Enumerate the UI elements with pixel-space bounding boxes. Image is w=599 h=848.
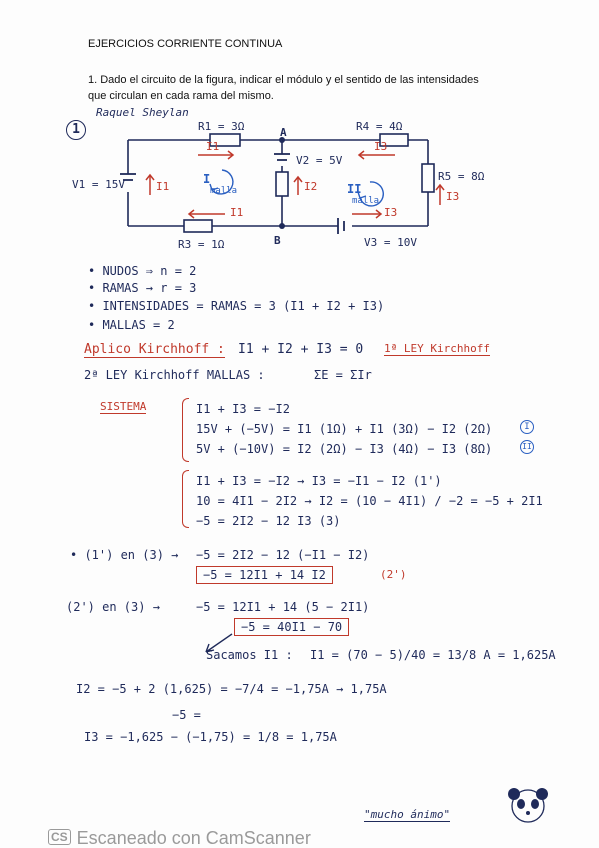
system-label: SISTEMA xyxy=(100,400,147,413)
i3-result-line: I3 = −1,625 − (−1,75) = 1/8 = 1,75A xyxy=(84,730,337,744)
label-mesh-2: II xyxy=(347,182,362,196)
system-eq-4: I1 + I3 = −I2 → I3 = −I1 − I2 (1') xyxy=(196,474,442,488)
label-node-b: B xyxy=(274,234,281,247)
mesh-mark-2: II xyxy=(520,440,534,454)
label-i1-top: I1 xyxy=(206,140,220,153)
camscanner-logo-icon: CS xyxy=(48,829,71,845)
document-header: EJERCICIOS CORRIENTE CONTINUA xyxy=(88,38,283,50)
scanner-text: Escaneado con CamScanner xyxy=(76,828,311,848)
kirchhoff-2-equation: ΣE = ΣIr xyxy=(314,368,372,382)
kirchhoff-1-equation: I1 + I2 + I3 = 0 xyxy=(238,342,364,357)
label-r5: R5 = 8Ω xyxy=(438,170,485,183)
label-i3-top: I3 xyxy=(374,140,388,153)
i2-sub-line: −5 = xyxy=(172,708,201,722)
step-1-boxed-result: −5 = 12I1 + 14 I2 xyxy=(196,566,333,584)
kirchhoff-1-note: 1ª LEY Kirchhoff xyxy=(384,342,490,355)
statement-line-1: 1. Dado el circuito de la figura, indicar el módulo y el sentido de las intensidades xyxy=(88,74,479,86)
label-i1-left: I1 xyxy=(156,180,170,193)
scanner-watermark xyxy=(48,828,311,848)
kirchhoff-2-label: 2ª LEY Kirchhoff MALLAS : xyxy=(84,368,265,382)
step-1-equation: −5 = 2I2 − 12 (−I1 − I2) xyxy=(196,548,370,562)
bullet-branches: • RAMAS → r = 3 xyxy=(88,281,197,295)
step-2-equation: −5 = 12I1 + 14 (5 − 2I1) xyxy=(196,600,370,614)
bullet-meshes: • MALLAS = 2 xyxy=(88,318,175,332)
label-r4: R4 = 4Ω xyxy=(356,120,403,133)
system-eq-1: I1 + I3 = −I2 xyxy=(196,402,290,416)
system-eq-2: 15V + (−5V) = I1 (1Ω) + I1 (3Ω) − I2 (2Ω) xyxy=(196,422,493,436)
label-mesh-1: I xyxy=(203,172,211,186)
system-eq-6: −5 = 2I2 − 12 I3 (3) xyxy=(196,514,341,528)
label-i3-bottom: I3 xyxy=(384,206,398,219)
label-v3: V3 = 10V xyxy=(364,236,417,249)
label-v2: V2 = 5V xyxy=(296,154,343,167)
kirchhoff-1-label: Aplico Kirchhoff : xyxy=(84,342,225,357)
step-3-equation: I1 = (70 − 5)/40 = 13/8 A = 1,625A xyxy=(310,648,556,662)
author-name: Raquel Sheylan xyxy=(96,106,189,119)
label-r1: R1 = 3Ω xyxy=(198,120,245,133)
step-2-boxed-result: −5 = 40I1 − 70 xyxy=(234,618,349,636)
step-1-tag: (2') xyxy=(380,568,407,581)
bullet-currents: • INTENSIDADES = RAMAS = 3 (I1 + I2 + I3) xyxy=(88,299,385,313)
bullet-nodes: • NUDOS ⇒ n = 2 xyxy=(88,264,197,278)
label-node-a: A xyxy=(280,126,287,139)
i2-result-line: I2 = −5 + 2 (1,625) = −7/4 = −1,75A → 1,75A xyxy=(76,682,387,696)
step-2-label: (2') en (3) → xyxy=(66,600,160,614)
label-i3-right: I3 xyxy=(446,190,460,203)
signature-note: "mucho ánimo" xyxy=(364,808,451,821)
mesh-mark-1: I xyxy=(520,420,534,434)
system-eq-5: 10 = 4I1 − 2I2 → I2 = (10 − 4I1) / −2 = −5 + 2I1 xyxy=(196,494,543,508)
step-3-text: Sacamos I1 : xyxy=(206,648,293,662)
label-r3: R3 = 1Ω xyxy=(178,238,225,251)
panda-doodle-icon xyxy=(500,782,556,830)
label-v1: V1 = 15V xyxy=(72,178,125,191)
statement-line-2: que circulan en cada rama del mismo. xyxy=(88,90,274,102)
label-mesh-1-word: malla xyxy=(210,186,238,196)
label-mesh-2-word: malla xyxy=(352,196,380,206)
step-1-label: • (1') en (3) → xyxy=(70,548,179,562)
problem-number-badge: 1 xyxy=(66,120,86,140)
system-eq-3: 5V + (−10V) = I2 (2Ω) − I3 (4Ω) − I3 (8Ω) xyxy=(196,442,493,456)
label-i1-bottom: I1 xyxy=(230,206,244,219)
label-i2-middle: I2 xyxy=(304,180,318,193)
